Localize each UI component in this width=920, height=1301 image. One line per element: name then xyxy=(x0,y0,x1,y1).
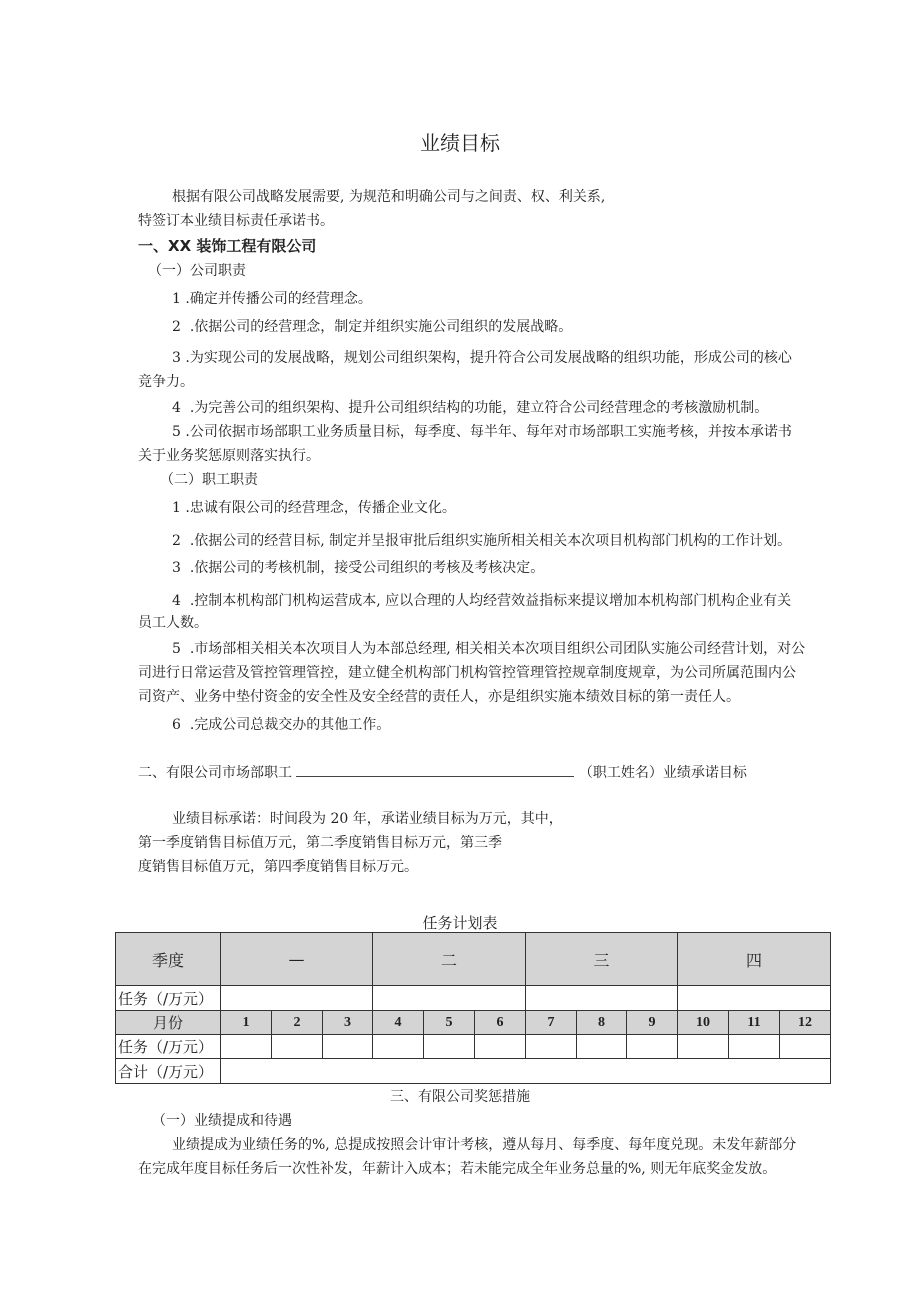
month-11-task-cell[interactable] xyxy=(729,1035,780,1059)
month-1-task-cell[interactable] xyxy=(221,1035,272,1059)
month-2-task-cell[interactable] xyxy=(272,1035,323,1059)
commitment-line-2: 第一季度销售目标值万元，第二季度销售目标万元，第三季 xyxy=(138,835,502,851)
item-text: .依据公司的经营理念，制定并组织实施公司组织的发展战略。 xyxy=(189,319,573,335)
intro-line-2: 特签订本业绩目标责任承诺书。 xyxy=(138,213,334,229)
commission-subheading: （一）业绩提成和待遇 xyxy=(152,1113,292,1129)
month-9-task-cell[interactable] xyxy=(627,1035,678,1059)
month-9: 9 xyxy=(627,1011,678,1035)
month-1: 1 xyxy=(221,1011,272,1035)
total-label: 合计（/万元） xyxy=(116,1059,221,1084)
month-10-task-cell[interactable] xyxy=(678,1035,729,1059)
company-duties-subheading: （一）公司职责 xyxy=(148,263,246,279)
item-number: 6 xyxy=(172,717,181,733)
month-label: 月份 xyxy=(116,1011,221,1035)
quarter-4-task-cell[interactable] xyxy=(678,986,831,1011)
quarter-2: 二 xyxy=(373,933,526,986)
staff-duty-item-4-cont: 员工人数。 xyxy=(138,615,208,631)
section-1-heading: 一、XX 装饰工程有限公司 xyxy=(138,237,317,255)
quarter-task-row xyxy=(116,986,831,1011)
total-cell[interactable] xyxy=(221,1059,831,1084)
quarter-3: 三 xyxy=(526,933,678,986)
month-2: 2 xyxy=(272,1011,323,1035)
month-5: 5 xyxy=(424,1011,475,1035)
month-6: 6 xyxy=(475,1011,526,1035)
quarter-4: 四 xyxy=(678,933,831,986)
quarter-1-task-cell[interactable] xyxy=(221,986,373,1011)
month-3-task-cell[interactable] xyxy=(323,1035,373,1059)
task-plan-table xyxy=(115,932,831,1084)
commission-line-2: 在完成年度目标任务后一次性补发，年薪计入成本；若未能完成全年业务总量的%, 则无年底奖金发放。 xyxy=(138,1161,777,1177)
month-row xyxy=(116,1011,831,1035)
item-text: .依据公司的考核机制，接受公司组织的考核及考核决定。 xyxy=(189,560,545,576)
company-duty-item-3 xyxy=(172,349,792,367)
month-8: 8 xyxy=(577,1011,627,1035)
item-number: 4 xyxy=(172,593,181,609)
section-2-suffix: （职工姓名）业绩承诺目标 xyxy=(578,765,747,781)
item-number: 5 xyxy=(172,424,181,440)
month-12: 12 xyxy=(780,1011,831,1035)
item-text: .市场部相关相关本次项目人为本部总经理, 相关相关本次项目组织公司团队实施公司经营计划，对公 xyxy=(189,641,806,657)
item-text: .忠诚有限公司的经营理念，传播企业文化。 xyxy=(185,500,456,516)
item-number: 2 xyxy=(172,533,181,549)
task-table-title: 任务计划表 xyxy=(422,914,498,932)
quarter-1: — xyxy=(221,933,373,986)
item-text: .为实现公司的发展战略，规划公司组织架构，提升符合公司发展战略的组织功能，形成公司的核心 xyxy=(185,350,792,366)
staff-duties-subheading: （二）职工职责 xyxy=(160,472,258,488)
month-7-task-cell[interactable] xyxy=(526,1035,577,1059)
month-5-task-cell[interactable] xyxy=(424,1035,475,1059)
month-10: 10 xyxy=(678,1011,729,1035)
company-duty-item-4 xyxy=(172,399,768,417)
item-number: 5 xyxy=(172,641,181,657)
section-3-heading: 三、有限公司奖惩措施 xyxy=(390,1089,530,1105)
item-text: .公司依据市场部职工业务质量目标，每季度、每半年、每年对市场部职工实施考核，并按本承诺书 xyxy=(185,424,792,440)
commitment-line-3: 度销售目标值万元，第四季度销售目标万元。 xyxy=(138,859,418,875)
company-duty-item-3-cont: 竞争力。 xyxy=(138,374,194,390)
month-7: 7 xyxy=(526,1011,577,1035)
item-number: 1 xyxy=(172,500,181,516)
company-duty-item-2 xyxy=(172,318,572,336)
staff-duty-item-1 xyxy=(172,499,456,517)
month-3: 3 xyxy=(323,1011,373,1035)
document-title: 业绩目标 xyxy=(420,131,500,155)
quarter-label: 季度 xyxy=(116,933,221,986)
staff-duty-item-5-cont-2: 司资产、业务中垫付资金的安全性及安全经营的责任人，亦是组织实施本绩效目标的第一责任人。 xyxy=(138,689,740,705)
monthly-task-label: 任务（/万元） xyxy=(116,1035,221,1059)
total-row xyxy=(116,1059,831,1084)
quarter-row xyxy=(116,933,831,986)
month-8-task-cell[interactable] xyxy=(577,1035,627,1059)
month-11: 11 xyxy=(729,1011,780,1035)
item-text: .控制本机构部门机构运营成本, 应以合理的人均经营效益指标来提议增加本机构部门机构企业有关 xyxy=(189,593,792,609)
section-2-heading xyxy=(138,762,747,782)
staff-duty-item-6 xyxy=(172,716,390,734)
monthly-task-row xyxy=(116,1035,831,1059)
quarter-2-task-cell[interactable] xyxy=(373,986,526,1011)
item-number: 3 xyxy=(172,560,181,576)
staff-duty-item-5 xyxy=(172,640,805,658)
month-12-task-cell[interactable] xyxy=(780,1035,831,1059)
company-duty-item-1 xyxy=(172,290,372,308)
item-number: 4 xyxy=(172,400,181,416)
intro-line-1: 根据有限公司战略发展需要, 为规范和明确公司与之间责、权、利关系, xyxy=(172,189,606,205)
month-6-task-cell[interactable] xyxy=(475,1035,526,1059)
quarter-task-label: 任务（/万元） xyxy=(116,986,221,1011)
staff-duty-item-4 xyxy=(172,592,791,610)
staff-duty-item-3 xyxy=(172,559,544,577)
company-duty-item-5 xyxy=(172,423,792,441)
item-number: 3 xyxy=(172,350,181,366)
quarter-3-task-cell[interactable] xyxy=(526,986,678,1011)
item-number: 1 xyxy=(172,291,181,307)
item-text: .依据公司的经营目标, 制定并呈报审批后组织实施所相关相关本次项目机构部门机构的工作计划。 xyxy=(189,533,792,549)
item-number: 2 xyxy=(172,319,181,335)
commission-line-1: 业绩提成为业绩任务的%, 总提成按照会计审计考核，遵从每月、每季度、每年度兑现。未发年薪部分 xyxy=(172,1137,797,1153)
employee-name-blank[interactable] xyxy=(296,762,574,777)
section-2-prefix: 二、有限公司市场部职工 xyxy=(138,765,292,781)
item-text: .完成公司总裁交办的其他工作。 xyxy=(189,717,391,733)
month-4: 4 xyxy=(373,1011,424,1035)
staff-duty-item-5-cont-1: 司进行日常运营及管控管理管控，建立健全机构部门机构管控管理管控规章制度规章，为公司所属范围内公 xyxy=(138,665,796,681)
item-text: .为完善公司的组织架构、提升公司组织结构的功能，建立符合公司经营理念的考核激励机制。 xyxy=(189,400,769,416)
commitment-line-1: 业绩目标承诺：时间段为 20 年，承诺业绩目标为万元，其中， xyxy=(172,811,563,827)
staff-duty-item-2 xyxy=(172,532,791,550)
item-text: .确定并传播公司的经营理念。 xyxy=(185,291,372,307)
month-4-task-cell[interactable] xyxy=(373,1035,424,1059)
company-duty-item-5-cont: 关于业务奖惩原则落实执行。 xyxy=(138,448,320,464)
